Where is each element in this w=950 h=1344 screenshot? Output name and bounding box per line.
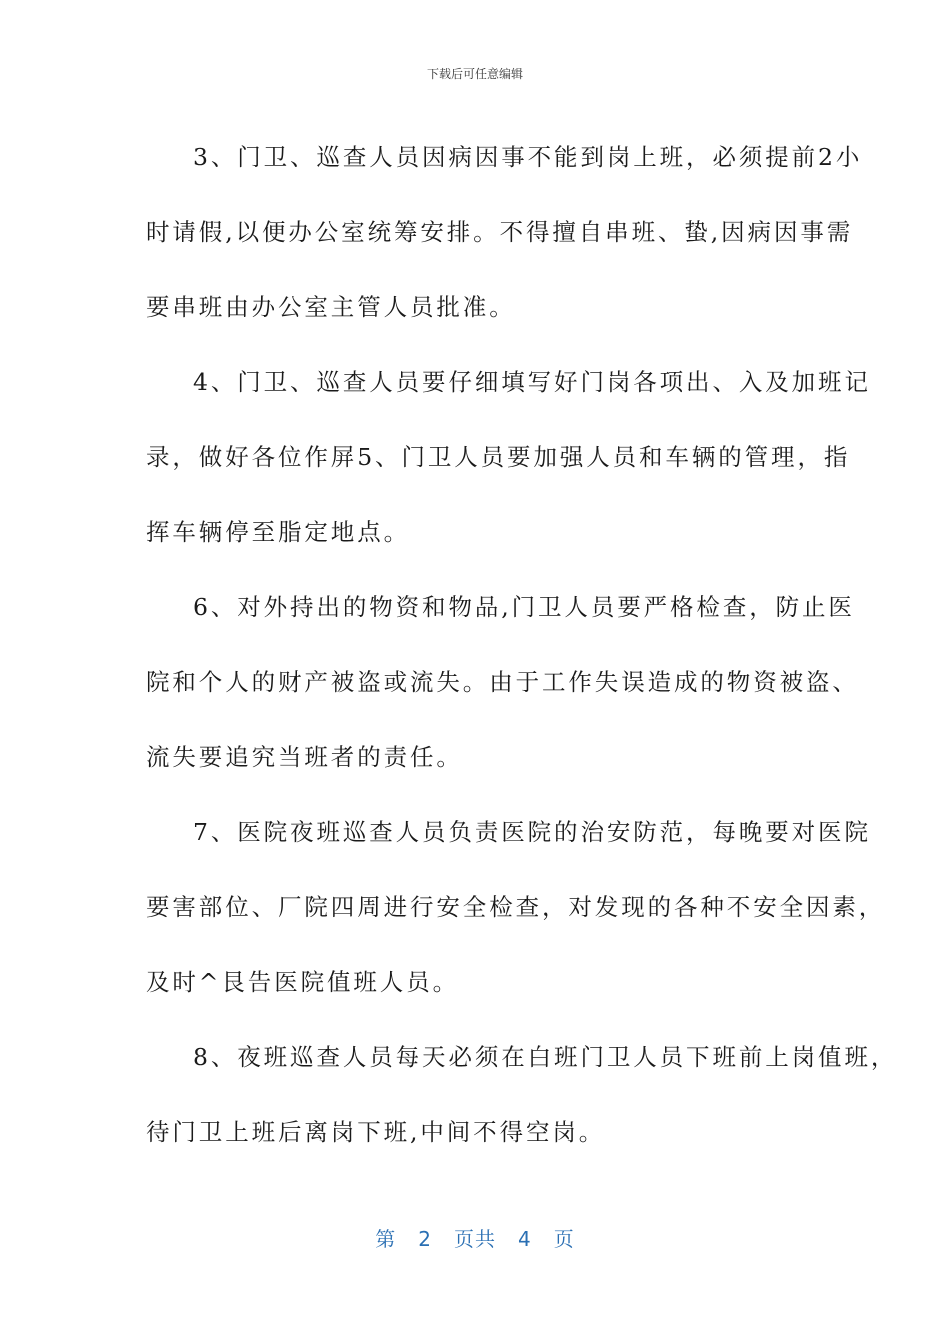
paragraph-line: 时请假,以便办公室统筹安排。不得擅自串班、蛰,因病因事需 <box>146 218 854 246</box>
paragraph-line: 6、对外持出的物资和物品,门卫人员要严格检查，防止医 <box>193 593 855 621</box>
footer-label-ye: 页 <box>553 1227 575 1251</box>
paragraph-line: 录，做好各位作屏5、门卫人员要加强人员和车辆的管理，指 <box>146 443 851 471</box>
paragraph-line: 要害部位、厂院四周进行安全检查，对发现的各种不安全因素， <box>146 893 886 921</box>
paragraph-line: 4、门卫、巡查人员要仔细填写好门岗各项出、入及加班记 <box>193 368 871 396</box>
paragraph-line: 待门卫上班后离岗下班,中间不得空岗。 <box>146 1118 606 1146</box>
paragraph-line: 流失要追究当班者的责任。 <box>146 743 463 771</box>
footer-label-di: 第 <box>375 1227 397 1251</box>
paragraph-6 <box>146 570 859 795</box>
document-body <box>146 120 898 1170</box>
paragraph-line: 挥车辆停至脂定地点。 <box>146 518 410 546</box>
paragraph-line: 要串班由办公室主管人员批准。 <box>146 293 516 321</box>
footer-page-current: 2 <box>418 1227 432 1251</box>
paragraph-4 <box>146 345 871 570</box>
paragraph-7 <box>146 795 886 1020</box>
paragraph-line: 及时^艮告医院值班人员。 <box>146 968 459 996</box>
paragraph-3 <box>146 120 863 345</box>
paragraph-line: 院和个人的财产被盗或流失。由于工作失误造成的物资被盗、 <box>146 668 859 696</box>
paragraph-line: 3、门卫、巡查人员因病因事不能到岗上班，必须提前2小 <box>193 143 863 171</box>
paragraph-8 <box>146 1020 898 1170</box>
paragraph-line: 8、夜班巡查人员每天必须在白班门卫人员下班前上岗值班， <box>193 1043 898 1071</box>
page-header: 下载后可任意编辑 <box>426 67 523 81</box>
footer-page-total: 4 <box>518 1227 532 1251</box>
paragraph-line: 7、医院夜班巡查人员负责医院的治安防范，每晚要对医院 <box>193 818 871 846</box>
page-footer <box>0 1225 950 1253</box>
footer-label-ye-gong: 页共 <box>454 1227 496 1251</box>
